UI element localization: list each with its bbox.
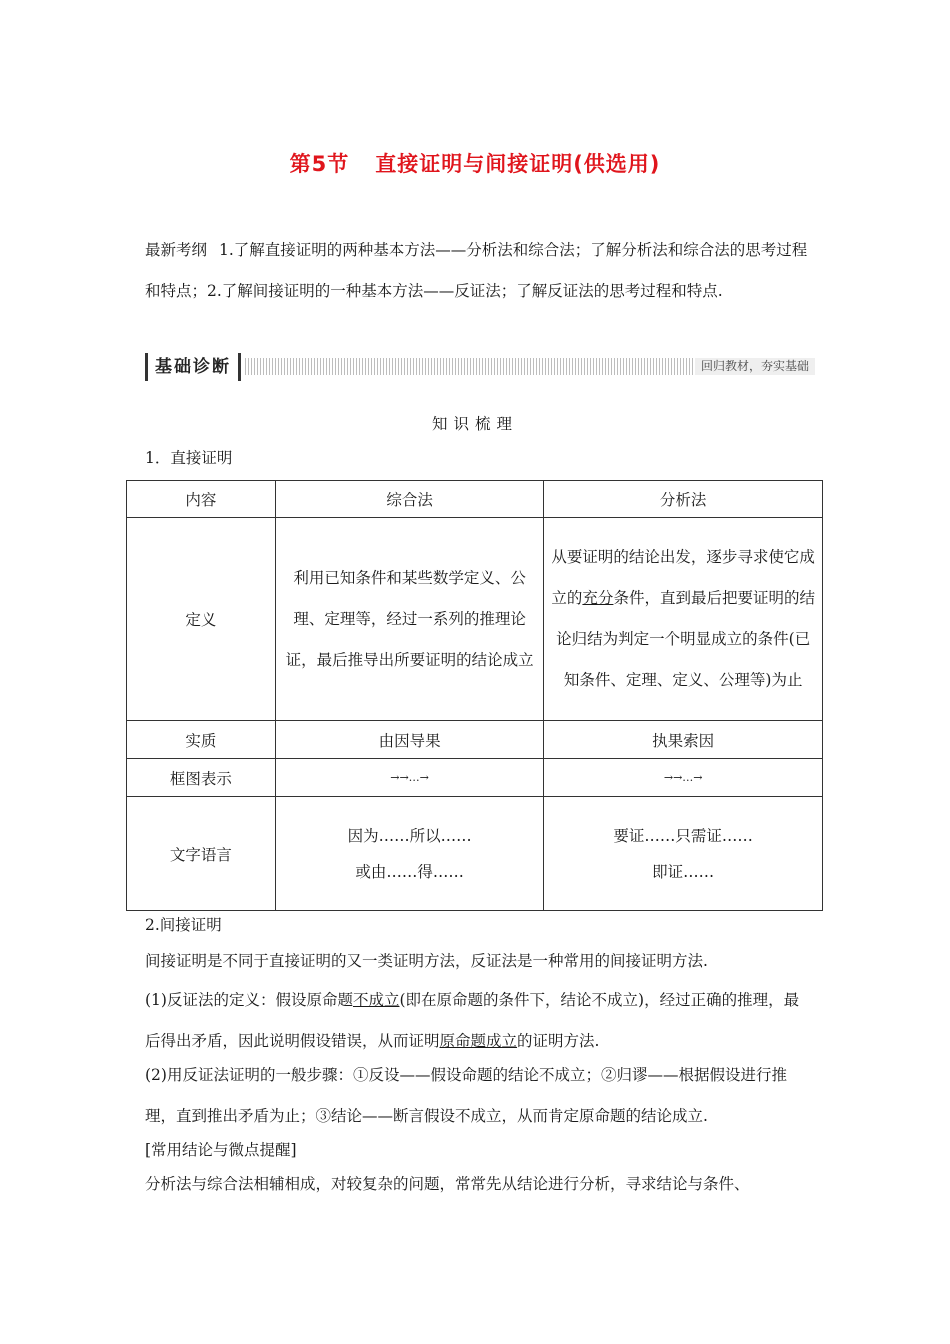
p1-underline-1: 不成立 [352,991,400,1009]
essence-synthesis: 由因导果 [275,721,544,759]
knowledge-heading: 知识梳理 [431,415,518,433]
table-row-diagram [127,759,823,797]
wording-analysis-line1: 要证……只需证…… [613,826,753,845]
p1-part-a: (1)反证法的定义：假设原命题 [145,991,353,1009]
banner-subtitle: 回归教材，夯实基础 [695,358,815,375]
essence-analysis: 执果索因 [544,721,823,759]
p1-part-b: (即在原命题的条件下，结论不成立)，经过正确的推理，最后得出矛盾，因此说明假设错误，从而证明 [145,991,800,1050]
definition-synthesis-cell [275,518,544,721]
row-label-wording: 文字语言 [127,797,276,911]
definition-analysis [550,537,816,701]
tips-heading: [常用结论与微点提醒] [145,1141,297,1159]
section2-heading: 2.间接证明 [145,916,222,934]
syllabus-label: 最新考纲 [145,241,208,259]
p1-part-c: 的证明方法. [517,1032,600,1050]
definition-analysis-cell [544,518,823,721]
wording-synthesis-cell [275,797,544,911]
row-label-diagram: 框图表示 [127,759,276,797]
wording-analysis-cell [544,797,823,911]
wording-synthesis-line2: 或由……得…… [355,862,464,881]
syllabus-text: 1.了解直接证明的两种基本方法——分析法和综合法；了解分析法和综合法的思考过程和特点；2.了解间接证明的一种基本方法——反证法；了解反证法的思考过程和特点. [145,241,808,300]
syllabus-block [145,230,810,312]
diagram-synthesis: →→…→ [275,759,544,797]
banner-title: 基础诊断 [145,353,241,381]
p1-underline-2: 原命题成立 [439,1032,518,1050]
section-title: 直接证明与间接证明(供选用) [375,152,661,176]
definition-analysis-pre: 从要证明的结论出发，逐步寻求使它成立的 [551,548,815,607]
tips-text: 分析法与综合法相辅相成，对较复杂的问题，常常先从结论进行分析，寻求结论与条件、 [145,1175,750,1193]
table-header-content: 内容 [127,481,276,518]
row-label-essence: 实质 [127,721,276,759]
table-header-row [127,481,823,518]
table-row-definition [127,518,823,721]
diagram-analysis: →→…→ [544,759,823,797]
page-title [0,148,950,178]
table-header-analysis: 分析法 [544,481,823,518]
row-label-definition: 定义 [127,518,276,721]
definition-analysis-underlined: 充分 [582,589,614,607]
comparison-table [126,480,823,911]
table-row-wording [127,797,823,911]
wording-synthesis-line1: 因为……所以…… [347,826,472,845]
section-banner [145,353,815,381]
wording-analysis-line2: 即证…… [652,862,715,881]
table-row-essence [127,721,823,759]
section2-paragraph2: (2)用反证法证明的一般步骤：①反设——假设命题的结论不成立；②归谬——根据假设进行推理，直到推出矛盾为止；③结论——断言假设不成立，从而肯定原命题的结论成立. [145,1066,787,1125]
section1-heading: 1．直接证明 [145,449,233,467]
definition-analysis-post: 条件，直到最后把要证明的结论归结为判定一个明显成立的条件(已知条件、定理、定义、公理等)为止 [556,589,815,689]
table-header-synthesis: 综合法 [275,481,544,518]
section2-intro: 间接证明是不同于直接证明的又一类证明方法，反证法是一种常用的间接证明方法. [145,952,708,970]
section2-paragraph1 [145,980,810,1062]
definition-synthesis: 利用已知条件和某些数学定义、公理、定理等，经过一系列的推理论证，最后推导出所要证明的结论成立 [285,568,534,669]
section-number: 第5节 [289,152,350,176]
